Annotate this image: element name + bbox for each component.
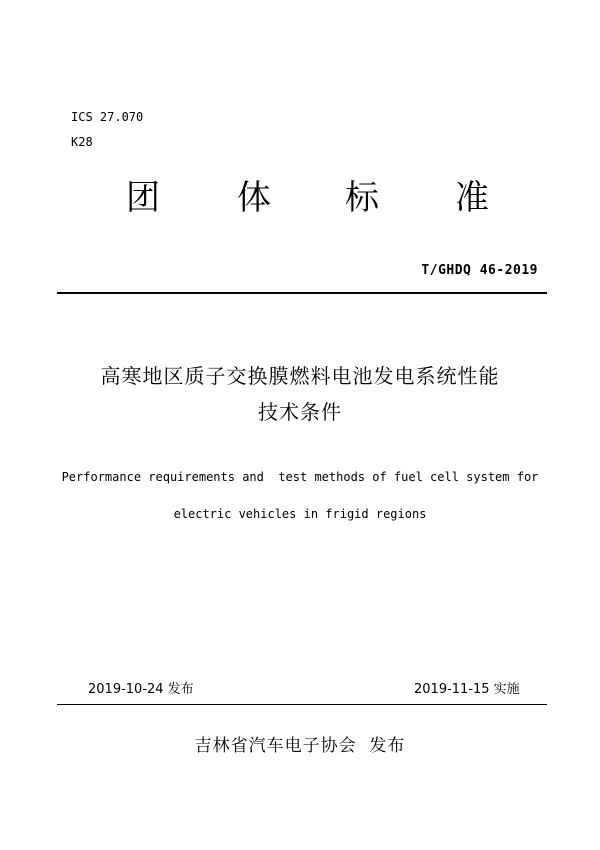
standard-kind-char: 体: [237, 178, 271, 218]
title-en-line1: Performance requirements and test methods of fuel cell system for: [61, 470, 539, 484]
title-cn-line2: 技术条件: [258, 400, 342, 424]
standard-kind-char: 准: [455, 178, 489, 218]
ics-code: ICS 27.070: [71, 110, 144, 124]
title-en-line2: electric vehicles in frigid regions: [173, 507, 427, 521]
title-cn-line1: 高寒地区质子交换膜燃料电池发电系统性能: [100, 364, 500, 388]
publisher: 吉林省汽车电子协会 发布: [194, 736, 406, 756]
standard-kind-char: 团: [126, 178, 160, 218]
issue-date: 2019-10-24 发布: [88, 682, 194, 697]
standard-kind-heading: [0, 178, 600, 224]
top-divider: [57, 292, 547, 294]
implement-date: 2019-11-15 实施: [414, 682, 520, 697]
standard-number: T/GHDQ 46-2019: [421, 263, 538, 278]
bottom-divider: [57, 704, 547, 705]
standard-kind-char: 标: [345, 178, 379, 218]
ccs-code: K28: [71, 135, 93, 149]
